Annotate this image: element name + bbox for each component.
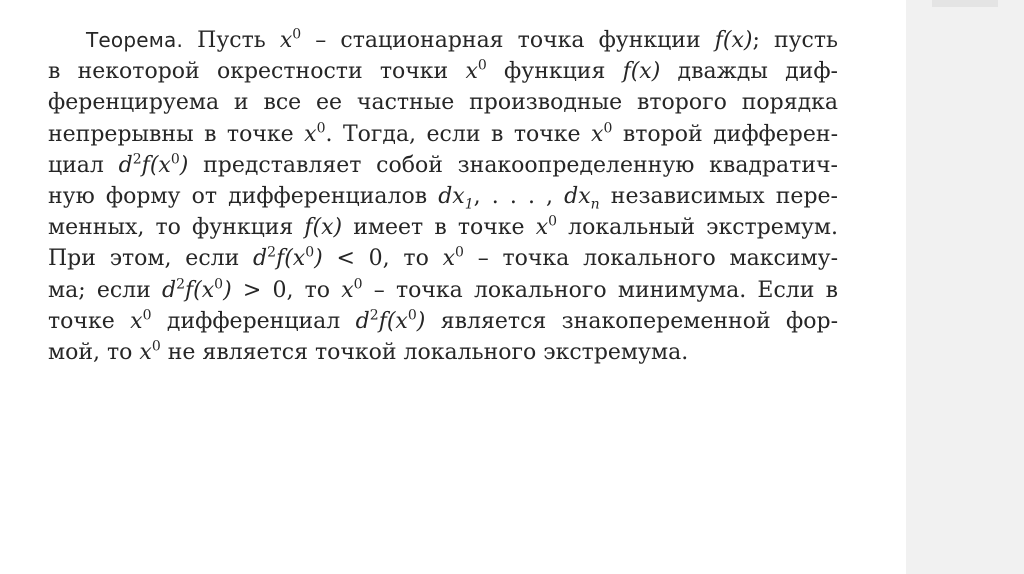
text-run: локальный экстремум. bbox=[557, 215, 838, 241]
slide-page bbox=[40, 0, 906, 574]
math-d2fx0: $d^2f(x^0)$ bbox=[355, 307, 426, 334]
math-x0: $x^0$ bbox=[279, 26, 302, 53]
text-run: – точка локального минимума. Если в bbox=[362, 277, 839, 303]
theorem-label: Теорема. bbox=[86, 28, 184, 52]
text-run: циал bbox=[48, 152, 119, 178]
math-dx1: $dx_1$ bbox=[438, 184, 474, 213]
text-run: имеет в точке bbox=[342, 215, 536, 241]
theorem-line-11 bbox=[48, 337, 838, 368]
math-x0: $x^0$ bbox=[139, 338, 161, 366]
math-x0: $x^0$ bbox=[341, 276, 363, 303]
math-dxn: $dx_n$ bbox=[564, 184, 600, 213]
theorem-line-9 bbox=[48, 275, 838, 306]
text-run: независимых пере- bbox=[599, 184, 838, 210]
text-run: – стационарная точка функции bbox=[301, 28, 715, 53]
math-fx: f(x) bbox=[714, 28, 753, 53]
viewer-side-panel bbox=[906, 0, 1024, 574]
text-run: в некоторой окрестности точки bbox=[48, 59, 466, 85]
text-run: При этом, если bbox=[48, 246, 254, 272]
theorem-line-6 bbox=[48, 181, 838, 212]
math-x0: $x^0$ bbox=[591, 120, 613, 147]
text-run: ма; если bbox=[48, 277, 162, 303]
text-run: дважды диф- bbox=[660, 59, 838, 85]
text-run: ; пусть bbox=[752, 28, 839, 53]
text-run: – точка локального максиму- bbox=[463, 246, 838, 272]
math-x0: $x^0$ bbox=[130, 307, 152, 334]
text-run: представляет собой знакоопределенную квадратич- bbox=[188, 152, 838, 178]
math-x0: $x^0$ bbox=[442, 245, 464, 272]
text-run: ную форму от дифференциалов bbox=[48, 184, 439, 210]
math-x0: $x^0$ bbox=[465, 57, 487, 85]
theorem-line-1 bbox=[48, 25, 838, 56]
text-run: дифференциал bbox=[151, 308, 356, 334]
text-run: > 0, то bbox=[231, 277, 342, 303]
theorem-line-2 bbox=[48, 56, 838, 87]
theorem-line-5 bbox=[48, 150, 838, 181]
theorem-line-3 bbox=[48, 87, 838, 118]
theorem-line-8 bbox=[48, 243, 838, 274]
text-run: второй дифферен- bbox=[612, 121, 838, 147]
text-run: Пусть bbox=[197, 28, 280, 53]
text-run: непрерывны в точке bbox=[48, 121, 305, 147]
math-x0: $x^0$ bbox=[304, 120, 326, 147]
text-run: < 0, то bbox=[322, 246, 443, 272]
viewer-side-panel-tab bbox=[932, 0, 998, 7]
text-run: точке bbox=[48, 308, 131, 334]
theorem-line-10 bbox=[48, 306, 838, 337]
math-ellipsis: , . . . , bbox=[473, 184, 565, 210]
text-run: является знакопеременной фор- bbox=[425, 308, 838, 334]
math-d2fx0: $d^2f(x^0)$ bbox=[161, 276, 232, 303]
theorem-line-4 bbox=[48, 119, 838, 150]
theorem-line-7 bbox=[48, 212, 838, 243]
text-run: мой, то bbox=[48, 340, 140, 366]
text-run: . Тогда, если в точке bbox=[325, 121, 592, 147]
theorem-block bbox=[48, 25, 838, 368]
math-fx: f(x) bbox=[622, 59, 661, 85]
math-x0: $x^0$ bbox=[535, 213, 558, 241]
math-d2fx0: $d^2f(x^0)$ bbox=[118, 151, 189, 178]
text-run: менных, то функция bbox=[48, 215, 305, 241]
math-fx: f(x) bbox=[304, 215, 343, 241]
text-run: не является точкой локального экстремума. bbox=[160, 340, 689, 366]
text-run: ференцируема и все ее частные производные второго порядка bbox=[48, 90, 838, 116]
text-run: функция bbox=[486, 59, 623, 85]
math-d2fx0: $d^2f(x^0)$ bbox=[253, 245, 323, 272]
